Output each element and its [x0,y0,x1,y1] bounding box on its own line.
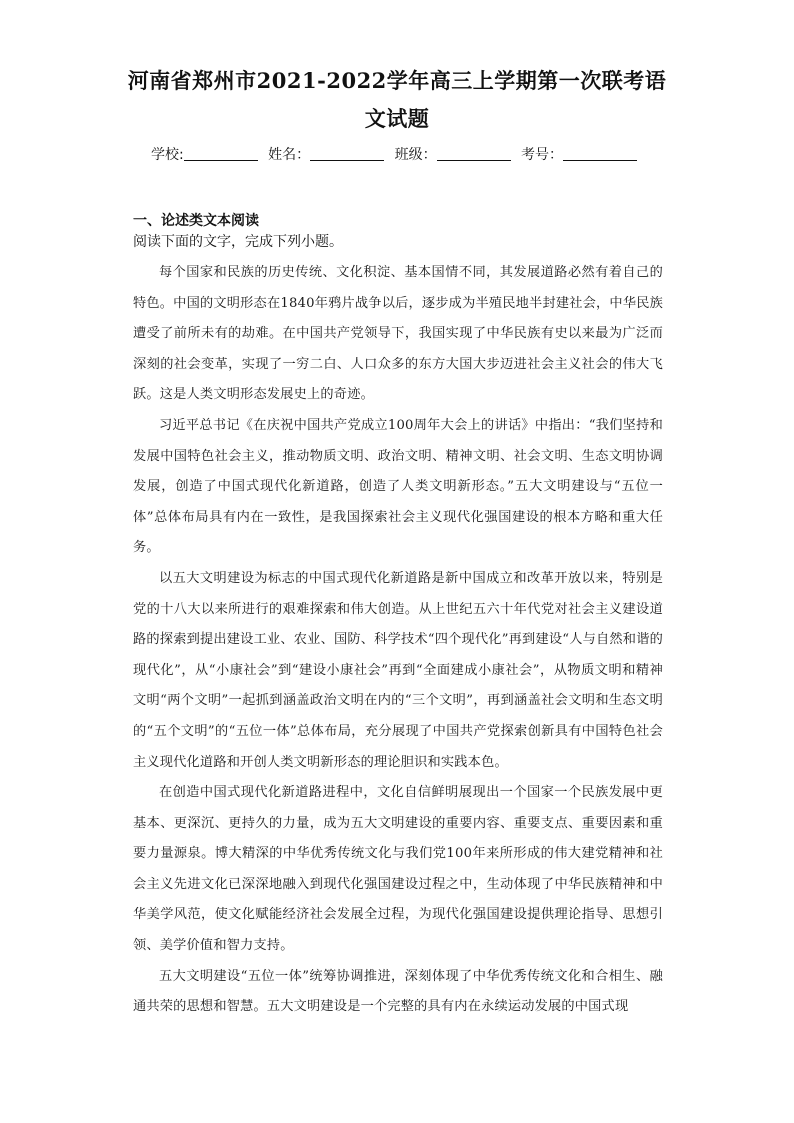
passage-paragraph-1: 每个国家和民族的历史传统、文化积淀、基本国情不同，其发展道路必然有着自己的特色。中国的文明形态在1840年鸦片战争以后，逐步成为半殖民地半封建社会，中华民族遭受了前所未有的劫难。在中国共产党领导下，我国实现了中华民族有史以来最为广泛而深刻的社会变革，实现了一穷二白、人口众多的东方大国大步迈进社会主义社会的伟大飞跃。这是人类文明形态发展史上的奇迹。 [133,265,663,403]
school-label: 学校: [150,147,184,163]
passage-paragraph-5: 五大文明建设“五位一体”统筹协调推进，深刻体现了中华优秀传统文化和合相生、融通共荣的思想和智慧。五大文明建设是一个完整的具有内在永续运动发展的中国式现 [133,968,663,1015]
passage-paragraph-4: 在创造中国式现代化新道路进程中，文化自信鲜明展现出一个国家一个民族发展中更基本、更深沉、更持久的力量，成为五大文明建设的重要内容、重要支点、重要因素和重要力量源泉。博大精深的中华优秀传统文化与我们党100年来所形成的伟大建党精神和社会主义先进文化已深深地融入到现代化强国建设过程之中，生动体现了中华民族精神和中华美学风范，使文化赋能经济社会发展全过程，为现代化强国建设提供理论指导、思想引领、美学价值和智力支持。 [133,785,663,954]
reading-instruction: 阅读下面的文字，完成下列小题。 [133,234,343,250]
document-title: 河南省郑州市2021-2022学年高三上学期第一次联考语文试题 [127,68,667,131]
student-info-line [0,146,794,164]
exam-number-blank[interactable] [563,146,637,161]
section-heading: 一、论述类文本阅读 [133,213,259,229]
exam-number-label: 考号： [521,147,564,163]
class-label: 班级： [394,147,437,163]
name-label: 姓名： [268,147,311,163]
name-blank[interactable] [310,146,384,161]
school-blank[interactable] [184,146,258,161]
passage-paragraph-3: 以五大文明建设为标志的中国式现代化新道路是新中国成立和改革开放以来，特别是党的十八大以来所进行的艰难探索和伟大创造。从上世纪五六十年代党对社会主义建设道路的探索到提出建设工业、农业、国防、科学技术“四个现代化”再到建设“人与自然和谐的现代化”，从“小康社会”到“建设小康社会”再到“全面建成小康社会”，从物质文明和精神文明“两个文明”一起抓到涵盖政治文明在内的“三个文明”，再到涵盖社会文明和生态文明的“五个文明”的“五位一体”总体布局，充分展现了中国共产党探索创新具有中国特色社会主义现代化道路和开创人类文明新形态的理论胆识和实践本色。 [133,570,663,770]
reading-passage [133,258,663,1023]
passage-paragraph-2: 习近平总书记《在庆祝中国共产党成立100周年大会上的讲话》中指出：“我们坚持和发展中国特色社会主义，推动物质文明、政治文明、精神文明、社会文明、生态文明协调发展，创造了中国式现代化新道路，创造了人类文明新形态。”五大文明建设与“五位一体”总体布局具有内在一致性，是我国探索社会主义现代化强国建设的根本方略和重大任务。 [133,417,663,556]
class-blank[interactable] [437,146,511,161]
